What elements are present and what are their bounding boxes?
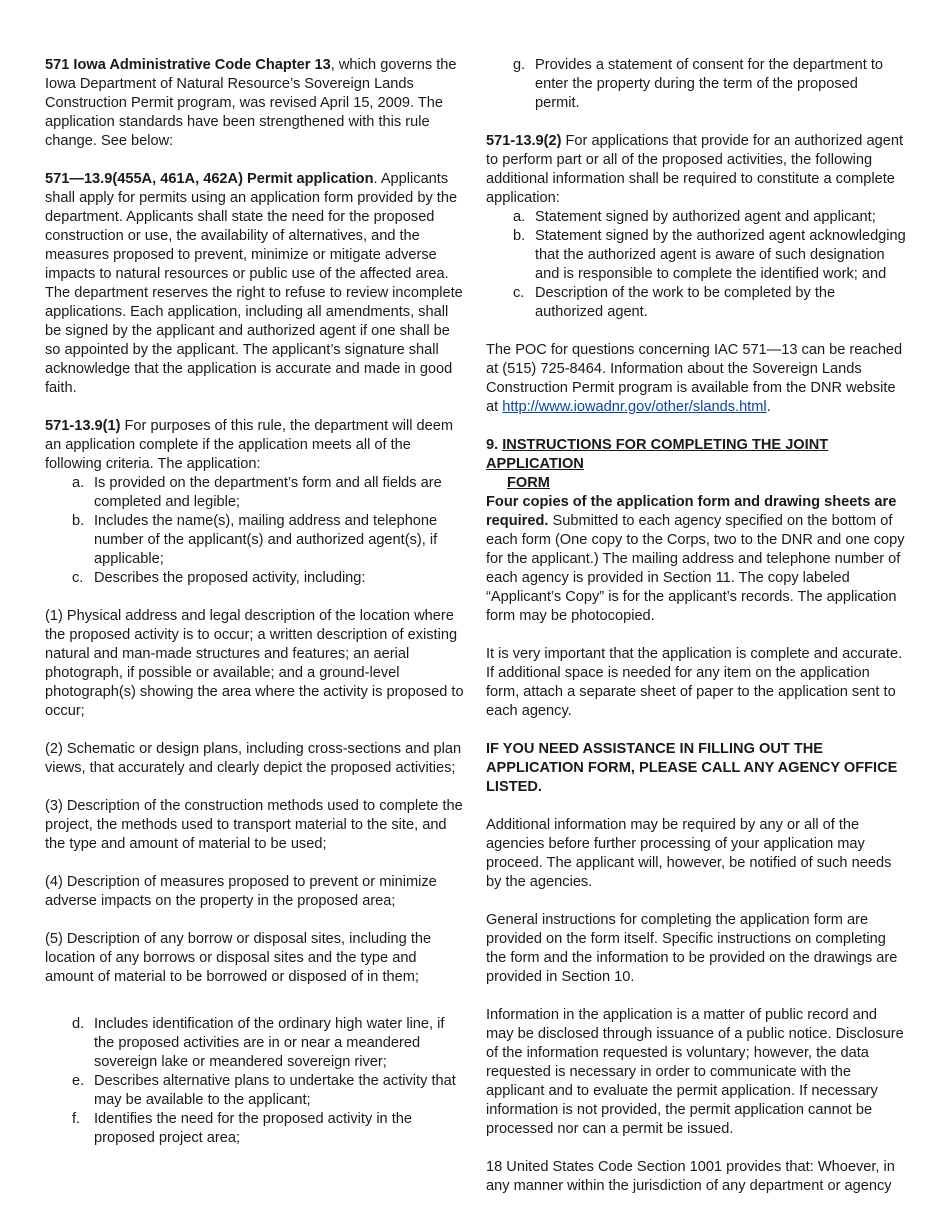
agent-list <box>486 208 906 322</box>
permit-application-heading: 571—13.9(455A, 461A, 462A) Permit application <box>45 171 374 187</box>
list-item <box>45 512 465 569</box>
agent-text: For applications that provide for an authorized agent to perform part or all of the proposed activities, the following additional information shall be required to constitute a complete application: <box>486 133 903 206</box>
spacer <box>45 1006 465 1015</box>
list-item-text: Statement signed by the authorized agent acknowledging that the authorized agent is aware of such designation and is responsible to complete the identified work; and <box>535 228 906 282</box>
list-item-text: Statement signed by authorized agent and applicant; <box>535 209 876 225</box>
list-item-text: Describes the proposed activity, including: <box>94 570 366 586</box>
poc-paragraph <box>486 341 906 417</box>
list-item <box>486 56 906 113</box>
list-marker: b. <box>72 513 85 529</box>
additional-info-paragraph: Additional information may be required by any or all of the agencies before further processing of your application may proceed. The applicant will, however, be notified of such needs by the agencies. <box>486 817 892 890</box>
list-marker: a. <box>513 209 526 225</box>
section-number: 9. <box>486 437 499 453</box>
assistance-paragraph: IF YOU NEED ASSISTANCE IN FILLING OUT THE APPLICATION FORM, PLEASE CALL ANY AGENCY OFFICE LISTED. <box>486 741 898 795</box>
criteria-list-end <box>486 56 906 113</box>
section-title-line1: INSTRUCTIONS FOR COMPLETING THE JOINT APPLICATION <box>486 437 829 472</box>
list-item-text: Is provided on the department’s form and all fields are completed and legible; <box>94 475 442 510</box>
list-item <box>486 227 906 284</box>
usc-paragraph: 18 United States Code Section 1001 provides that: Whoever, in any manner within the jurisdiction of any department or agency <box>486 1159 895 1194</box>
list-marker: a. <box>72 475 85 491</box>
sub-item-5: (5) Description of any borrow or disposal sites, including the location of any borrows or disposal sites and the type and amount of material to be borrowed or disposed of in them; <box>45 931 432 985</box>
list-item-text: Includes the name(s), mailing address and telephone number of the applicant(s) and authorized agent(s), if applicable; <box>94 513 438 567</box>
right-column <box>486 56 906 1215</box>
public-record-paragraph: Information in the application is a matter of public record and may be disclosed through issuance of a public notice. Disclosure of the information requested is voluntary; however, the data requested is necessary in order to communicate with the applicant and to evaluate the permit application. If necessary information is not provided, the permit application cannot be processed nor can a permit be issued. <box>486 1007 904 1137</box>
copies-text: Submitted to each agency specified on the bottom of each form (One copy to the Corps, two to the DNR and one copy for the applicant.) The mailing address and telephone number of each agency is provided in Section 11. The copy labeled “Applicant’s Copy” is for the applicant’s records. The application form may be photocopied. <box>486 513 905 624</box>
intro-bold: 571 Iowa Administrative Code Chapter 13 <box>45 57 331 73</box>
sub-item-2: (2) Schematic or design plans, including cross-sections and plan views, that accurately and clearly depict the proposed activities; <box>45 741 462 776</box>
list-marker: d. <box>72 1016 85 1032</box>
criteria-paragraph <box>45 417 465 474</box>
permit-application-text: . Applicants shall apply for permits using an application form provided by the department. Applicants shall state the need for the proposed construction or use, the availability of alternatives, and the measures proposed to prevent, minimize or mitigate adverse impacts to natural resources or public use of the affected area. The department reserves the right to refuse to review incomplete applications. Each application, including all amendments, shall be signed by the applicant and authorized agent if one shall be so appointed by the applicant. The applicant’s signature shall acknowledge that the application is accurate and made in good faith. <box>45 171 463 396</box>
general-instructions-paragraph: General instructions for completing the application form are provided on the form itself. Specific instructions on completing the form and the information to be provided on the drawings are provided in Section 10. <box>486 912 898 985</box>
list-item <box>45 474 465 512</box>
poc-end: . <box>766 399 771 415</box>
dnr-website-link[interactable]: http://www.iowadnr.gov/other/slands.html <box>502 399 767 415</box>
sub-item-3: (3) Description of the construction methods used to complete the project, the methods used to transport material to the site, and the type and amount of material to be used; <box>45 798 463 852</box>
permit-application-paragraph <box>45 170 465 398</box>
agent-rule: 571-13.9(2) <box>486 133 562 149</box>
list-item <box>486 208 906 227</box>
list-marker: g. <box>513 57 526 73</box>
intro-paragraph <box>45 56 465 151</box>
list-item-text: Includes identification of the ordinary high water line, if the proposed activities are in or near a meandered sovereign lake or meandered sovereign river; <box>94 1016 445 1070</box>
copies-bold: Four copies of the application form and drawing sheets are required. <box>486 494 897 529</box>
intro-text: , which governs the Iowa Department of Natural Resource’s Sovereign Lands Construction Permit program, was revised April 15, 2009. The application standards have been strengthened with this rule change. See below: <box>45 57 457 149</box>
left-column <box>45 56 465 1148</box>
poc-text: The POC for questions concerning IAC 571—13 can be reached at (515) 725-8464. Information about the Sovereign Lands Construction Permit program is available from the DNR website at <box>486 342 903 415</box>
important-paragraph: It is very important that the application is complete and accurate. If additional space is needed for any item on the application form, attach a separate sheet of paper to the application sent to each agency. <box>486 646 903 719</box>
list-item <box>45 1015 465 1072</box>
section-title-line2: FORM <box>507 475 550 491</box>
list-item-text: Describes alternative plans to undertake the activity that may be available to the applicant; <box>94 1073 456 1108</box>
section-9-heading <box>486 436 906 493</box>
sub-item-4: (4) Description of measures proposed to prevent or minimize adverse impacts on the property in the proposed area; <box>45 874 437 909</box>
list-item-text: Description of the work to be completed by the authorized agent. <box>535 285 836 320</box>
list-item <box>45 569 465 588</box>
criteria-list <box>45 474 465 588</box>
list-item <box>486 284 906 322</box>
list-item-text: Identifies the need for the proposed activity in the proposed project area; <box>94 1111 413 1146</box>
agent-paragraph <box>486 132 906 208</box>
criteria-rule: 571-13.9(1) <box>45 418 121 434</box>
list-item-text: Provides a statement of consent for the department to enter the property during the term of the proposed permit. <box>535 57 884 111</box>
list-item <box>45 1110 465 1148</box>
list-marker: e. <box>72 1073 85 1089</box>
criteria-text: For purposes of this rule, the department will deem an application complete if the application meets all of the following criteria. The application: <box>45 418 454 472</box>
copies-paragraph <box>486 493 906 626</box>
list-marker: c. <box>72 570 84 586</box>
sub-item-1: (1) Physical address and legal description of the location where the proposed activity is to occur; a written description of existing natural and man-made structures and features; an aerial photograph, if possible or available; and a ground-level photograph(s) showing the area where the activity is proposed to occur; <box>45 608 464 719</box>
list-item <box>45 1072 465 1110</box>
list-marker: c. <box>513 285 525 301</box>
list-marker: f. <box>72 1111 81 1127</box>
criteria-list-continued <box>45 1015 465 1148</box>
list-marker: b. <box>513 228 526 244</box>
